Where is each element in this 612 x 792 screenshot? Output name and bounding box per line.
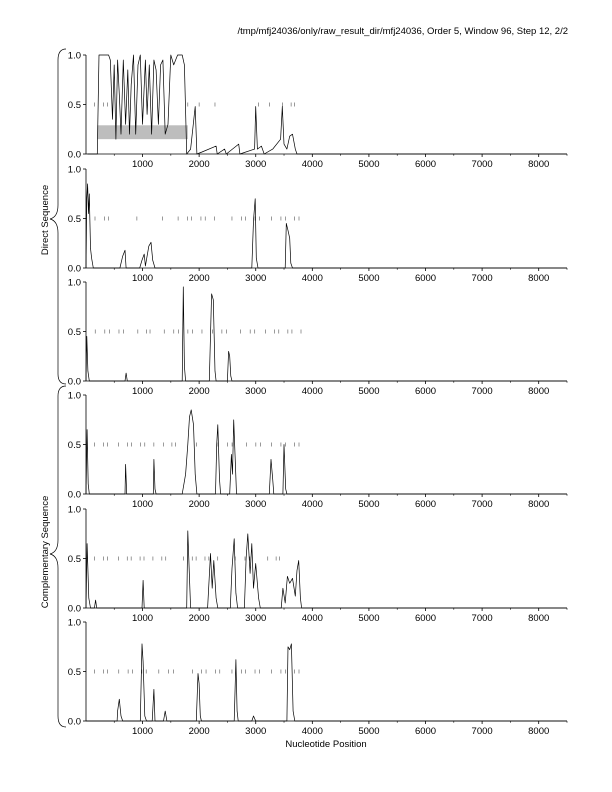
x-tick-label: 2000 bbox=[188, 386, 210, 397]
panel-6 bbox=[68, 618, 567, 738]
x-tick-label: 5000 bbox=[358, 273, 380, 284]
x-tick-label: 6000 bbox=[414, 726, 437, 737]
x-tick-label: 3000 bbox=[245, 273, 267, 284]
panel-2 bbox=[68, 165, 567, 285]
series-line bbox=[86, 644, 567, 721]
x-tick-label: 7000 bbox=[471, 159, 493, 170]
x-tick-label: 6000 bbox=[414, 613, 437, 624]
series-line bbox=[86, 531, 567, 608]
y-tick-label: 1.0 bbox=[67, 164, 81, 176]
x-tick-label: 8000 bbox=[528, 273, 550, 284]
panels-container bbox=[68, 51, 567, 738]
x-tick-label: 5000 bbox=[358, 386, 380, 397]
x-tick-label: 2000 bbox=[188, 499, 210, 510]
x-tick-label: 6000 bbox=[414, 386, 437, 397]
y-tick-label: 0.0 bbox=[67, 603, 81, 615]
x-tick-label: 7000 bbox=[471, 386, 493, 397]
x-tick-label: 7000 bbox=[471, 273, 493, 284]
x-tick-label: 4000 bbox=[301, 499, 323, 510]
x-tick-label: 4000 bbox=[301, 726, 323, 737]
x-tick-label: 8000 bbox=[528, 726, 550, 737]
y-tick-label: 1.0 bbox=[67, 277, 81, 289]
x-tick-label: 4000 bbox=[301, 159, 323, 170]
y-tick-label: 0.0 bbox=[67, 716, 81, 728]
x-tick-label: 3000 bbox=[245, 386, 267, 397]
series-line bbox=[86, 184, 567, 268]
x-tick-label: 5000 bbox=[358, 499, 380, 510]
x-tick-label: 4000 bbox=[301, 273, 323, 284]
series-line bbox=[86, 410, 567, 494]
y-tick-label: 0.0 bbox=[67, 489, 81, 501]
plot-title: /tmp/mfj24036/only/raw_result_dir/mfj24036, Order 5, Window 96, Step 12, 2/2 bbox=[237, 26, 568, 37]
x-tick-label: 8000 bbox=[528, 499, 550, 510]
y-tick-label: 0.0 bbox=[67, 263, 81, 275]
x-tick-label: 3000 bbox=[245, 159, 267, 170]
complementary-sequence-label: Complementary Sequence bbox=[40, 495, 51, 609]
x-tick-label: 7000 bbox=[471, 613, 493, 624]
x-tick-label: 6000 bbox=[414, 499, 437, 510]
x-tick-label: 7000 bbox=[471, 499, 493, 510]
panel-3 bbox=[68, 278, 567, 398]
x-tick-label: 6000 bbox=[414, 273, 437, 284]
x-tick-label: 3000 bbox=[245, 726, 267, 737]
y-tick-label: 0.5 bbox=[67, 440, 81, 451]
x-tick-label: 1000 bbox=[131, 726, 154, 737]
y-tick-label: 1.0 bbox=[67, 50, 81, 62]
highlight-region bbox=[97, 125, 188, 139]
y-tick-label: 0.5 bbox=[67, 667, 81, 678]
y-tick-label: 0.5 bbox=[67, 327, 81, 338]
y-tick-label: 0.5 bbox=[67, 214, 81, 225]
panel-5 bbox=[68, 505, 567, 625]
x-tick-label: 1000 bbox=[131, 273, 154, 284]
x-tick-label: 2000 bbox=[188, 159, 210, 170]
x-tick-label: 3000 bbox=[245, 613, 267, 624]
x-tick-label: 1000 bbox=[131, 613, 154, 624]
y-tick-label: 1.0 bbox=[67, 390, 81, 402]
x-tick-label: 6000 bbox=[414, 159, 437, 170]
x-tick-label: 2000 bbox=[188, 726, 210, 737]
y-tick-label: 1.0 bbox=[67, 504, 81, 516]
x-tick-label: 4000 bbox=[301, 386, 323, 397]
direct-sequence-label: Direct Sequence bbox=[40, 184, 51, 256]
x-tick-label: 8000 bbox=[528, 613, 550, 624]
x-tick-label: 2000 bbox=[188, 273, 210, 284]
y-tick-label: 0.0 bbox=[67, 149, 81, 161]
direct-group-bracket bbox=[50, 49, 66, 384]
y-tick-label: 0.0 bbox=[67, 376, 81, 388]
x-tick-label: 3000 bbox=[245, 499, 267, 510]
x-tick-label: 5000 bbox=[358, 613, 380, 624]
x-tick-label: 5000 bbox=[358, 159, 380, 170]
series-line bbox=[86, 287, 567, 381]
y-tick-label: 0.5 bbox=[67, 100, 81, 111]
y-tick-label: 0.5 bbox=[67, 554, 81, 565]
x-tick-label: 1000 bbox=[131, 386, 154, 397]
x-tick-label: 1000 bbox=[131, 499, 154, 510]
complementary-group-bracket bbox=[50, 386, 66, 727]
x-tick-label: 2000 bbox=[188, 613, 210, 624]
x-tick-label: 8000 bbox=[528, 159, 550, 170]
x-tick-label: 7000 bbox=[471, 726, 493, 737]
panel-4 bbox=[68, 391, 567, 511]
y-tick-label: 1.0 bbox=[67, 617, 81, 629]
x-axis-label: Nucleotide Position bbox=[285, 739, 367, 750]
panel-1 bbox=[68, 51, 567, 171]
x-tick-label: 5000 bbox=[358, 726, 380, 737]
x-tick-label: 1000 bbox=[131, 159, 154, 170]
x-tick-label: 4000 bbox=[301, 613, 323, 624]
x-tick-label: 8000 bbox=[528, 386, 550, 397]
